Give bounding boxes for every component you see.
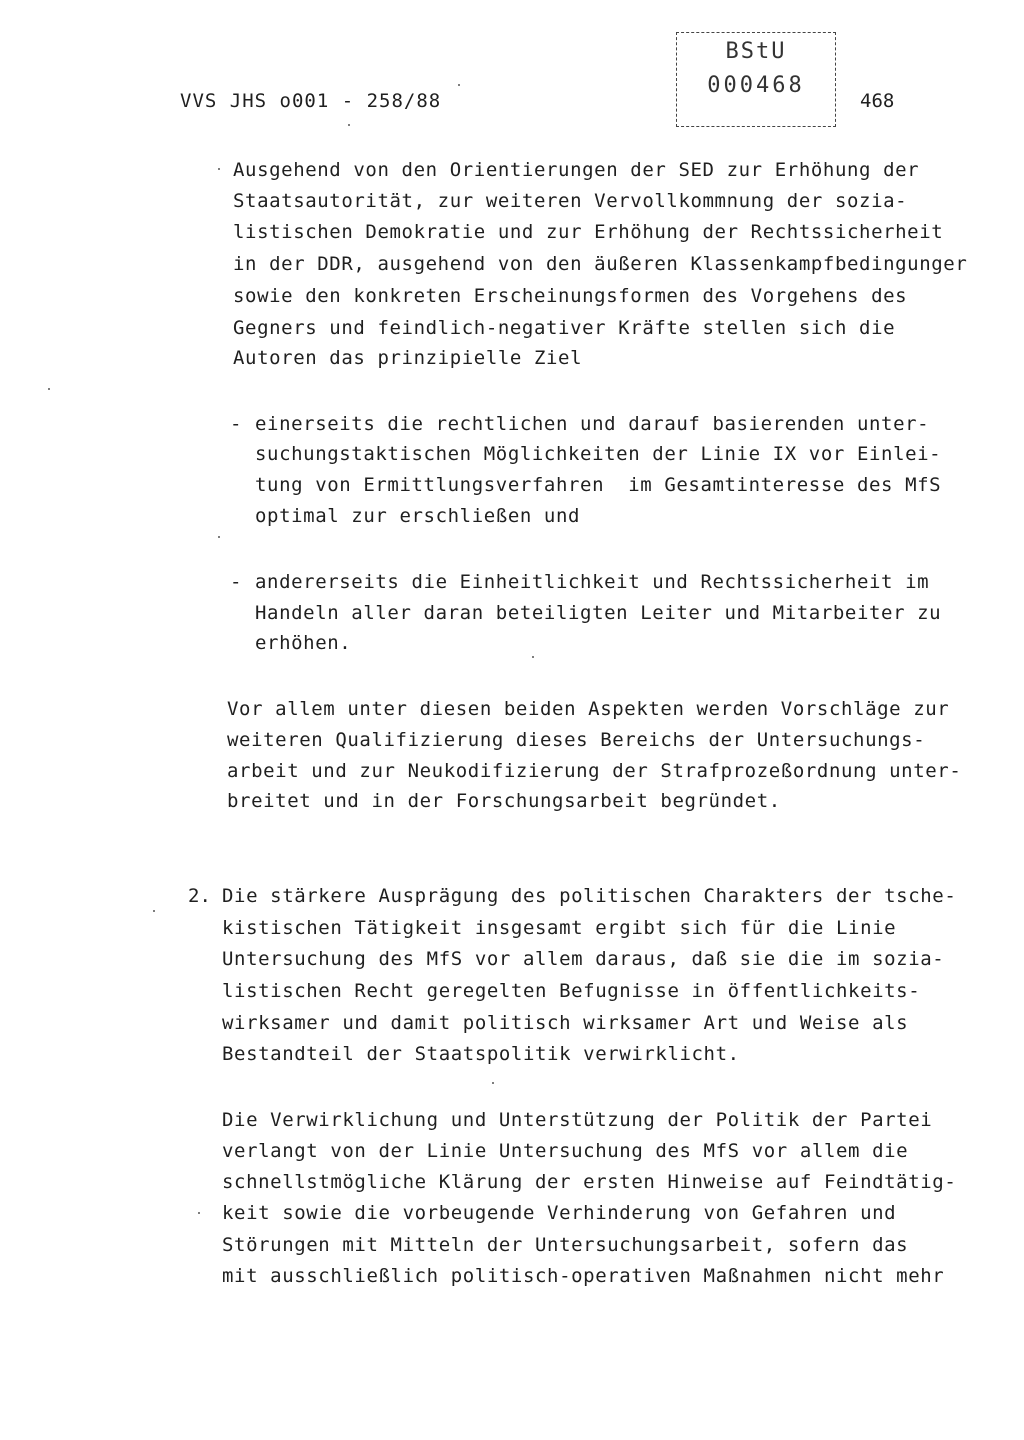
closing-line: mit ausschließlich politisch-operativen Maßnahmen nicht mehr xyxy=(222,1265,945,1287)
scan-speck xyxy=(48,388,50,390)
intro-line: Ausgehend von den Orientierungen der SED zur Erhöhung der xyxy=(233,159,920,181)
scan-speck xyxy=(348,124,350,126)
intro-line: sowie den konkreten Erscheinungsformen des Vorgehens des xyxy=(233,285,908,307)
summary-line: weiteren Qualifizierung dieses Bereichs der Untersuchungs- xyxy=(227,729,926,751)
bullet-marker: - xyxy=(230,413,242,435)
scan-speck xyxy=(198,1212,200,1214)
bullet-line: erhöhen. xyxy=(255,632,352,654)
intro-line: Staatsautorität, zur weiteren Vervollkommnung der sozia- xyxy=(233,190,908,212)
point-number: 2. xyxy=(188,885,211,907)
bullet-line: Handeln aller daran beteiligten Leiter und Mitarbeiter zu xyxy=(255,602,942,624)
scan-speck xyxy=(153,910,155,912)
stamp-agency: BStU xyxy=(725,39,787,64)
bullet-line: suchungstaktischen Möglichkeiten der Linie IX vor Einlei- xyxy=(255,443,942,465)
point-line: Die stärkere Ausprägung des politischen Charakters der tsche- xyxy=(222,885,957,907)
point-line: listischen Recht geregelten Befugnisse in öffentlichkeits- xyxy=(222,980,921,1002)
scan-speck xyxy=(532,656,534,658)
scan-speck xyxy=(458,84,460,86)
summary-line: breitet und in der Forschungsarbeit begründet. xyxy=(227,790,781,812)
document-reference: VVS JHS o001 - 258/88 xyxy=(180,90,442,112)
bullet-marker: - xyxy=(230,571,242,593)
summary-line: Vor allem unter diesen beiden Aspekten werden Vorschläge zur xyxy=(227,698,950,720)
point-line: Bestandteil der Staatspolitik verwirklicht. xyxy=(222,1043,740,1065)
bullet-line: tung von Ermittlungsverfahren im Gesamtinteresse des MfS xyxy=(255,474,942,496)
bullet-line: andererseits die Einheitlichkeit und Rechtssicherheit im xyxy=(255,571,930,593)
point-line: wirksamer und damit politisch wirksamer Art und Weise als xyxy=(222,1012,909,1034)
scan-speck xyxy=(218,536,220,538)
scan-speck xyxy=(218,168,220,170)
bullet-line: einerseits die rechtlichen und darauf basierenden unter- xyxy=(255,413,930,435)
intro-line: listischen Demokratie und zur Erhöhung der Rechtssicherheit xyxy=(233,221,944,243)
point-line: Untersuchung des MfS vor allem daraus, daß sie die im sozia- xyxy=(222,948,945,970)
stamp-number: 000468 xyxy=(707,73,805,98)
intro-line: Autoren das prinzipielle Ziel xyxy=(233,347,583,369)
intro-line: Gegners und feindlich-negativer Kräfte stellen sich die xyxy=(233,317,896,339)
closing-line: schnellstmögliche Klärung der ersten Hinweise auf Feindtätig- xyxy=(222,1171,957,1193)
intro-line: in der DDR, ausgehend von den äußeren Klassenkampfbedingunger xyxy=(233,253,968,275)
scan-speck xyxy=(492,1082,494,1084)
page-number: 468 xyxy=(860,90,895,112)
summary-line: arbeit und zur Neukodifizierung der Strafprozeßordnung unter- xyxy=(227,760,962,782)
archive-stamp xyxy=(676,32,836,127)
closing-line: keit sowie die vorbeugende Verhinderung von Gefahren und xyxy=(222,1202,897,1224)
closing-line: Störungen mit Mitteln der Untersuchungsarbeit, sofern das xyxy=(222,1234,909,1256)
bullet-line: optimal zur erschließen und xyxy=(255,505,581,527)
point-line: kistischen Tätigkeit insgesamt ergibt sich für die Linie xyxy=(222,917,897,939)
closing-line: verlangt von der Linie Untersuchung des MfS vor allem die xyxy=(222,1140,909,1162)
closing-line: Die Verwirklichung und Unterstützung der Politik der Partei xyxy=(222,1109,933,1131)
